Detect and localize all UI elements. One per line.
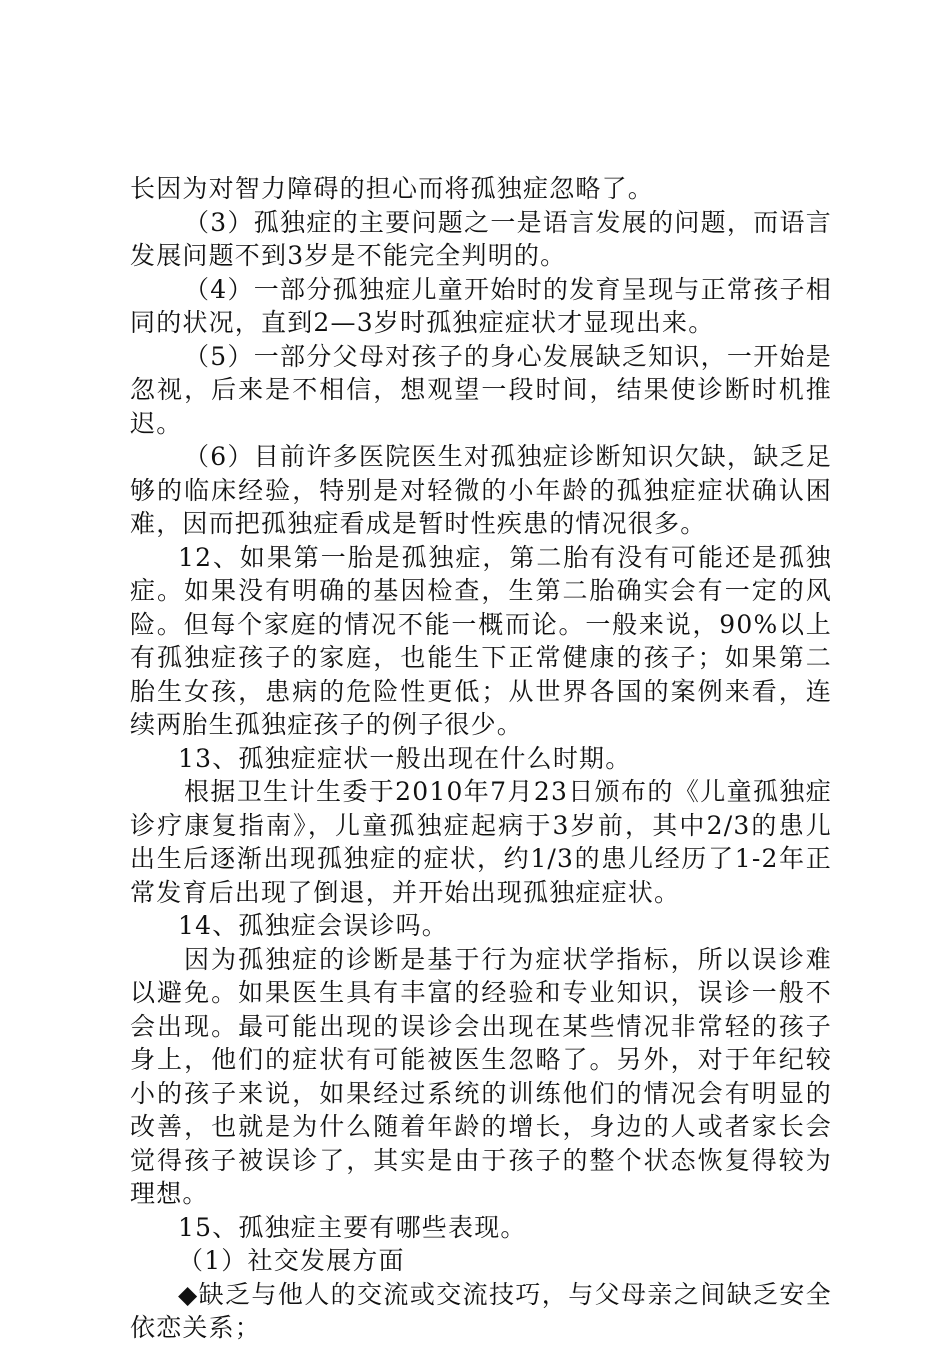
- heading-question-15: 15、孤独症主要有哪些表现。: [178, 1212, 527, 1242]
- paragraph-reason-3: （3）孤独症的主要问题之一是语言发展的问题，而语言发展问题不到3岁是不能完全判明的。: [130, 207, 832, 270]
- paragraph-answer-14: 因为孤独症的诊断是基于行为症状学指标，所以误诊难以避免。如果医生具有丰富的经验和专业知识，误诊一般不会出现。最可能出现的误诊会出现在某些情况非常轻的孩子身上，他们的症状有可能被医生忽略了。另外，对于年纪较小的孩子来说，如果经过系统的训练他们的情况会有明显的改善，也就是为什么随着年龄的增长，身边的人或者家长会觉得孩子被误诊了，其实是由于孩子的整个状态恢复得较为理想。: [130, 944, 832, 1208]
- heading-question-13: 13、孤独症症状一般出现在什么时期。: [178, 743, 632, 773]
- paragraph-reason-5: （5）一部分父母对孩子的身心发展缺乏知识，一开始是忽视，后来是不相信，想观望一段时间，结果使诊断时机推迟。: [130, 341, 832, 438]
- paragraph-reason-6: （6）目前许多医院医生对孤独症诊断知识欠缺，缺乏足够的临床经验，特别是对轻微的小年龄的孤独症症状确认困难，因而把孤独症看成是暂时性疾患的情况很多。: [130, 442, 832, 538]
- paragraph-question-12: 12、如果第一胎是孤独症，第二胎有没有可能还是孤独症。如果没有明确的基因检查，生第二胎确实会有一定的风险。但每个家庭的情况不能一概而论。一般来说，90%以上有孤独症孩子的家庭，也能生下正常健康的孩子；如果第二胎生女孩，患病的危险性更低；从世界各国的案例来看，连续两胎生孤独症孩子的例子很少。: [130, 542, 832, 739]
- heading-question-14: 14、孤独症会误诊吗。: [178, 911, 449, 940]
- subheading-social-development: （1）社交发展方面: [178, 1246, 405, 1275]
- document-body: [130, 172, 832, 1345]
- paragraph-continuation: 长因为对智力障碍的担心而将孤独症忽略了。: [130, 174, 655, 203]
- paragraph-reason-4: （4）一部分孤独症儿童开始时的发育呈现与正常孩子相同的状况，直到2—3岁时孤独症症状才显现出来。: [130, 274, 832, 337]
- paragraph-answer-13: 根据卫生计生委于2010年7月23日颁布的《儿童孤独症诊疗康复指南》，儿童孤独症起病于3岁前，其中2/3的患儿出生后逐渐出现孤独症的症状，约1/3的患儿经历了1-2年正常发育后出现了倒退，并开始出现孤独症症状。: [130, 777, 832, 907]
- bullet-item-social-communication: ◆缺乏与他人的交流或交流技巧，与父母亲之间缺乏安全依恋关系；: [130, 1279, 832, 1342]
